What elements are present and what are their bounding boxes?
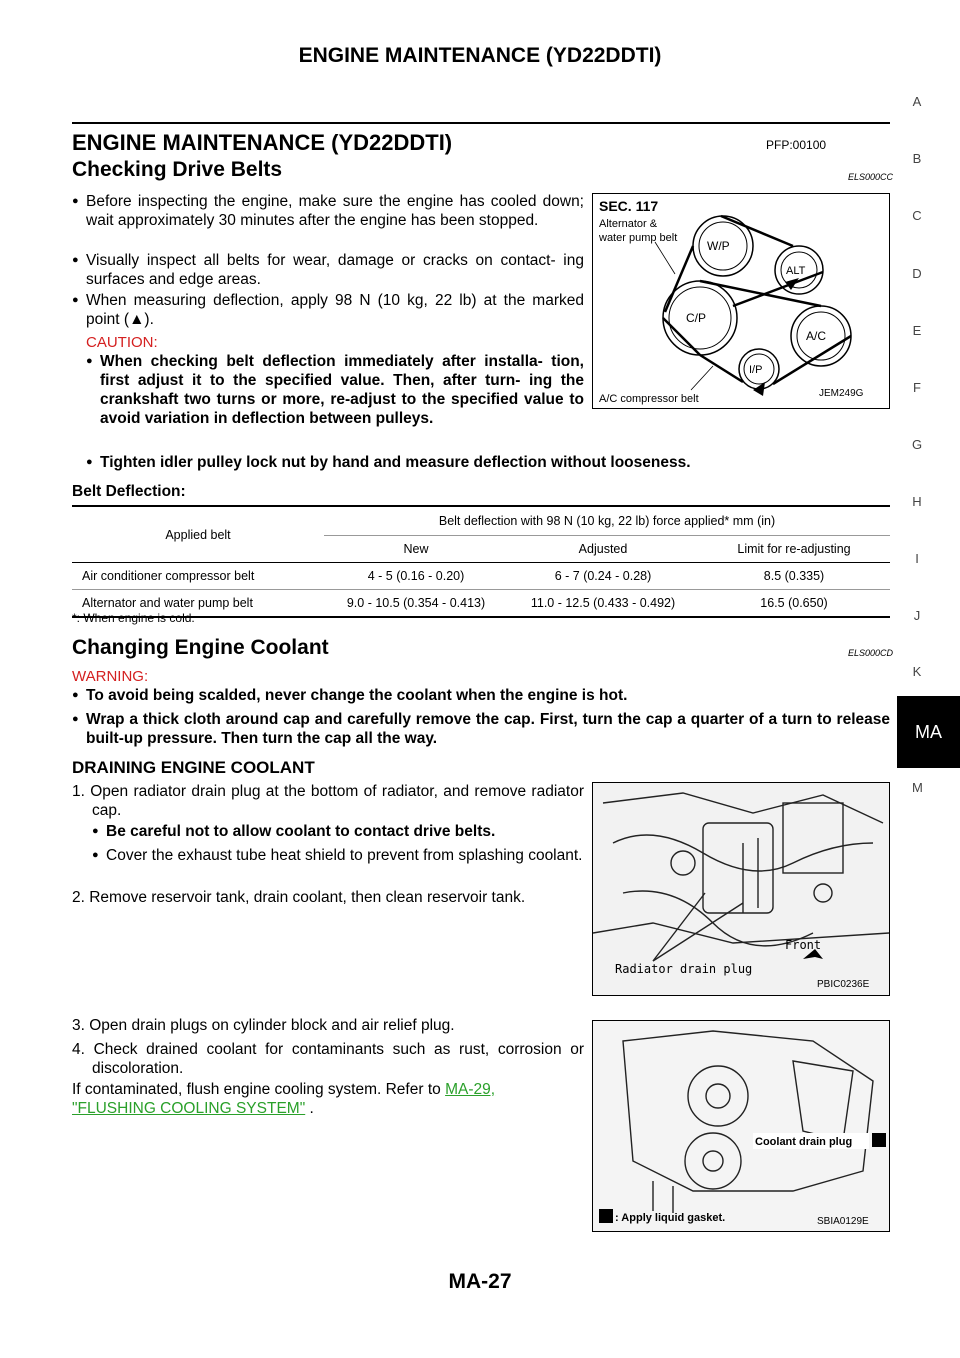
draining-title: DRAINING ENGINE COOLANT <box>72 758 315 777</box>
side-index-k[interactable]: K <box>912 664 922 679</box>
deflection-table <box>72 507 890 616</box>
gasket-legend-icon <box>599 1209 613 1223</box>
radiator-figure <box>592 782 890 996</box>
step-2: 2. Remove reservoir tank, drain coolant, then clean reservoir tank. <box>72 889 526 906</box>
fig2-code: PBIC0236E <box>817 979 870 990</box>
belts-code: ELS000CC <box>848 172 894 182</box>
side-index-g[interactable]: G <box>912 437 923 452</box>
side-index-i[interactable]: I <box>915 551 919 566</box>
link-ma-29[interactable]: MA-29, <box>445 1081 496 1098</box>
th-applied: Applied belt <box>165 527 231 542</box>
step-1: 1. Open radiator drain plug at the bottom of radiator, and remove radiator cap. <box>72 783 584 819</box>
fig2-front: Front <box>785 938 822 952</box>
fig1-ac: A/C <box>806 329 827 343</box>
belts-title: Checking Drive Belts <box>72 158 283 181</box>
side-index-b[interactable]: B <box>912 151 922 166</box>
coolant-code: ELS000CD <box>848 648 894 658</box>
step-3: 3. Open drain plugs on cylinder block and air relief plug. <box>72 1017 455 1034</box>
pfp-code: PFP:00100 <box>766 138 827 152</box>
fig1-cp: C/P <box>686 311 707 325</box>
side-index-d[interactable]: D <box>912 266 922 281</box>
fig1-sec: SEC. 117 <box>599 198 659 214</box>
engine-block-drawing <box>593 1021 889 1231</box>
belt-diagram <box>593 194 889 408</box>
fig3-code: SBIA0129E <box>817 1216 869 1227</box>
page-number: MA-27 <box>448 1270 512 1293</box>
fig1-ip: I/P <box>749 364 763 376</box>
table-note: *: When engine is cold. <box>72 611 195 625</box>
caution-label: CAUTION: <box>86 334 158 351</box>
fig1-label-alt2: water pump belt <box>599 232 678 244</box>
side-index-m[interactable]: M <box>912 780 923 795</box>
fig1-code: JEM249G <box>819 388 864 399</box>
fig1-alt: ALT <box>786 265 806 277</box>
side-index-a[interactable]: A <box>912 94 922 109</box>
belt-diagram-figure <box>592 193 890 409</box>
flush-paragraph: If contaminated, flush engine cooling system. Refer to MA-29, "FLUSHING COOLING SYSTEM" . <box>72 1081 496 1117</box>
coolant-title: Changing Engine Coolant <box>72 636 329 659</box>
side-index-c[interactable]: C <box>912 208 922 223</box>
th-new: New <box>403 542 429 556</box>
side-index-e[interactable]: E <box>912 323 922 338</box>
fig1-wp: W/P <box>707 239 730 253</box>
deflection-label: Belt Deflection: <box>72 483 186 500</box>
side-index-j[interactable]: J <box>913 608 921 623</box>
fig3-drain: Coolant drain plug <box>755 1136 853 1148</box>
deflection-table-wrap <box>72 505 890 618</box>
engine-block-figure <box>592 1020 890 1232</box>
th-group: Belt deflection with 98 N (10 kg, 22 lb) force applied* mm (in) <box>324 507 890 536</box>
fig2-drain: Radiator drain plug <box>615 962 753 976</box>
fig3-gasket: : Apply liquid gasket. <box>615 1212 726 1224</box>
section-title: ENGINE MAINTENANCE (YD22DDTI) <box>72 130 453 155</box>
side-index-f[interactable]: F <box>913 380 921 395</box>
table-row: Air conditioner compressor belt 4 - 5 (0.16 - 0.20) 6 - 7 (0.24 - 0.28) 8.5 (0.335) <box>72 563 890 590</box>
header-rule <box>72 122 890 124</box>
fig1-label-alt: Alternator & <box>599 218 658 230</box>
link-flushing-cooling-system[interactable]: "FLUSHING COOLING SYSTEM" <box>72 1100 306 1117</box>
gasket-icon <box>872 1133 886 1147</box>
table-row: Alternator and water pump belt 9.0 - 10.5 (0.354 - 0.413) 11.0 - 12.5 (0.433 - 0.492) 16.5 (0.650) <box>82 596 828 610</box>
side-index-ma-tab[interactable]: MA <box>897 696 960 768</box>
warning-label: WARNING: <box>72 668 149 685</box>
running-header: ENGINE MAINTENANCE (YD22DDTI) <box>298 44 662 67</box>
th-adjusted: Adjusted <box>578 542 628 556</box>
fig1-label-ac: A/C compressor belt <box>599 393 699 405</box>
th-limit: Limit for re-adjusting <box>737 542 851 556</box>
radiator-drawing <box>593 783 889 995</box>
side-index-h[interactable]: H <box>912 494 922 509</box>
step-4: 4. Check drained coolant for contaminants such as rust, corrosion or discoloration. <box>72 1041 584 1077</box>
